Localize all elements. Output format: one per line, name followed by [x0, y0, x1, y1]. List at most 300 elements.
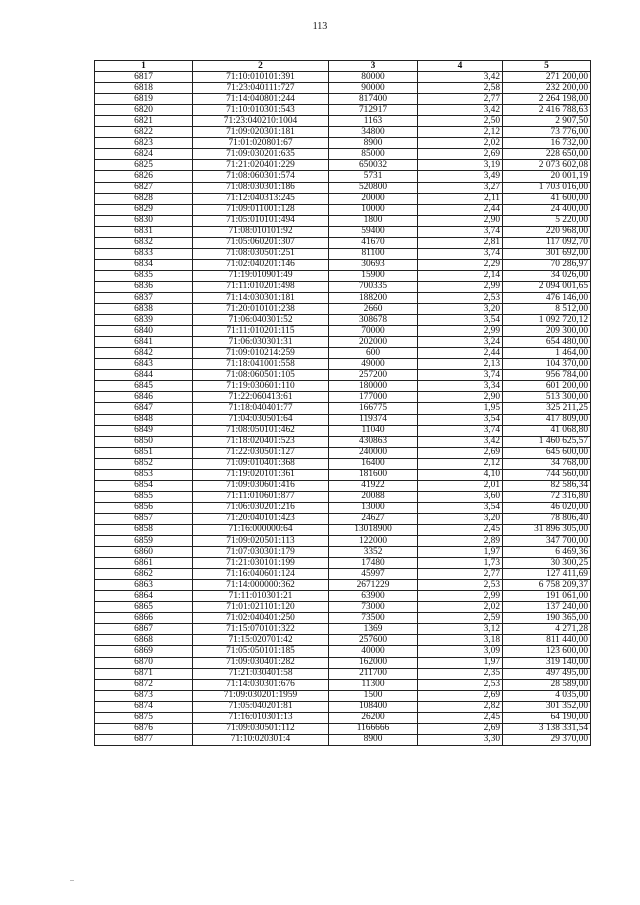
- area-cell: 211700: [329, 668, 418, 679]
- rate-cell: 3,19: [418, 160, 503, 171]
- cadastral-number-cell: 71:20:010101:238: [193, 304, 329, 315]
- rate-cell: 2,12: [418, 458, 503, 469]
- row-number-cell: 6870: [95, 657, 193, 668]
- table-row: [95, 569, 591, 580]
- value-cell: 127 411,69: [503, 569, 591, 580]
- row-number-cell: 6822: [95, 127, 193, 138]
- area-cell: 24627: [329, 513, 418, 524]
- table-row: [95, 414, 591, 425]
- table-row: [95, 701, 591, 712]
- row-number-cell: 6843: [95, 359, 193, 370]
- rate-cell: 2,35: [418, 668, 503, 679]
- value-cell: 41 068,80: [503, 425, 591, 436]
- rate-cell: 2,69: [418, 723, 503, 734]
- row-number-cell: 6839: [95, 315, 193, 326]
- row-number-cell: 6877: [95, 734, 193, 745]
- table-row: [95, 547, 591, 558]
- row-number-cell: 6860: [95, 547, 193, 558]
- area-cell: 13018900: [329, 524, 418, 535]
- rate-cell: 3,42: [418, 72, 503, 83]
- cadastral-number-cell: 71:23:040210:1004: [193, 116, 329, 127]
- column-header-2: 2: [193, 61, 329, 72]
- table-row: [95, 536, 591, 547]
- cadastral-number-cell: 71:09:030201:635: [193, 149, 329, 160]
- row-number-cell: 6837: [95, 292, 193, 303]
- area-cell: 177000: [329, 392, 418, 403]
- cadastral-number-cell: 71:14:000000:362: [193, 580, 329, 591]
- value-cell: 1 703 016,00: [503, 182, 591, 193]
- area-cell: 2660: [329, 304, 418, 315]
- table-row: [95, 712, 591, 723]
- row-number-cell: 6831: [95, 226, 193, 237]
- area-cell: 240000: [329, 447, 418, 458]
- table-row: [95, 116, 591, 127]
- area-cell: 700335: [329, 281, 418, 292]
- column-header-4: 4: [418, 61, 503, 72]
- row-number-cell: 6865: [95, 602, 193, 613]
- value-cell: 956 784,00: [503, 370, 591, 381]
- value-cell: 191 061,00: [503, 591, 591, 602]
- value-cell: 301 352,00: [503, 701, 591, 712]
- cadastral-number-cell: 71:01:021101:120: [193, 602, 329, 613]
- table-row: [95, 524, 591, 535]
- cadastral-number-cell: 71:06:030301:31: [193, 337, 329, 348]
- cadastral-number-cell: 71:20:040101:423: [193, 513, 329, 524]
- value-cell: 104 370,00: [503, 359, 591, 370]
- column-header-3: 3: [329, 61, 418, 72]
- cadastral-number-cell: 71:08:030501:251: [193, 248, 329, 259]
- row-number-cell: 6858: [95, 524, 193, 535]
- row-number-cell: 6833: [95, 248, 193, 259]
- row-number-cell: 6854: [95, 480, 193, 491]
- area-cell: 41922: [329, 480, 418, 491]
- rate-cell: 2,90: [418, 215, 503, 226]
- row-number-cell: 6819: [95, 94, 193, 105]
- area-cell: 180000: [329, 381, 418, 392]
- value-cell: 20 001,19: [503, 171, 591, 182]
- cadastral-number-cell: 71:14:030301:181: [193, 292, 329, 303]
- area-cell: 817400: [329, 94, 418, 105]
- cadastral-number-cell: 71:08:060501:105: [193, 370, 329, 381]
- value-cell: 70 286,97: [503, 259, 591, 270]
- area-cell: 13000: [329, 502, 418, 513]
- cadastral-number-cell: 71:08:060301:574: [193, 171, 329, 182]
- area-cell: 257200: [329, 370, 418, 381]
- value-cell: 601 200,00: [503, 381, 591, 392]
- area-cell: 20000: [329, 193, 418, 204]
- page-number: 113: [312, 21, 328, 32]
- value-cell: 3 138 331,54: [503, 723, 591, 734]
- area-cell: 188200: [329, 292, 418, 303]
- table-row: [95, 646, 591, 657]
- value-cell: 5 220,00: [503, 215, 591, 226]
- value-cell: 16 732,00: [503, 138, 591, 149]
- value-cell: 4 035,00: [503, 690, 591, 701]
- table-row: [95, 458, 591, 469]
- area-cell: 1500: [329, 690, 418, 701]
- row-number-cell: 6873: [95, 690, 193, 701]
- value-cell: 744 560,00: [503, 469, 591, 480]
- value-cell: 301 692,00: [503, 248, 591, 259]
- rate-cell: 2,69: [418, 690, 503, 701]
- row-number-cell: 6841: [95, 337, 193, 348]
- table-row: [95, 635, 591, 646]
- table-row: [95, 281, 591, 292]
- cadastral-number-cell: 71:21:020401:229: [193, 160, 329, 171]
- row-number-cell: 6818: [95, 83, 193, 94]
- table-row: [95, 237, 591, 248]
- table-row: [95, 315, 591, 326]
- table-row: [95, 359, 591, 370]
- value-cell: 137 240,00: [503, 602, 591, 613]
- rate-cell: 2,58: [418, 83, 503, 94]
- cadastral-number-cell: 71:16:010301:13: [193, 712, 329, 723]
- table-row: [95, 83, 591, 94]
- table-row: [95, 436, 591, 447]
- value-cell: 72 316,80: [503, 491, 591, 502]
- value-cell: 220 968,00: [503, 226, 591, 237]
- rate-cell: 3,24: [418, 337, 503, 348]
- rate-cell: 3,60: [418, 491, 503, 502]
- table-row: [95, 160, 591, 171]
- cadastral-number-cell: 71:09:010401:368: [193, 458, 329, 469]
- cadastral-number-cell: 71:09:011001:128: [193, 204, 329, 215]
- area-cell: 70000: [329, 326, 418, 337]
- value-cell: 64 190,00: [503, 712, 591, 723]
- row-number-cell: 6824: [95, 149, 193, 160]
- table-row: [95, 657, 591, 668]
- cadastral-number-cell: 71:08:050101:462: [193, 425, 329, 436]
- table-row: [95, 403, 591, 414]
- table-row: [95, 602, 591, 613]
- rate-cell: 1,97: [418, 547, 503, 558]
- area-cell: 108400: [329, 701, 418, 712]
- table-row: [95, 690, 591, 701]
- cadastral-number-cell: 71:11:010301:21: [193, 591, 329, 602]
- cadastral-number-cell: 71:11:010201:498: [193, 281, 329, 292]
- table-row: [95, 105, 591, 116]
- table-row: [95, 215, 591, 226]
- rate-cell: 2,99: [418, 281, 503, 292]
- rate-cell: 3,54: [418, 414, 503, 425]
- cadastral-number-cell: 71:08:030301:186: [193, 182, 329, 193]
- row-number-cell: 6869: [95, 646, 193, 657]
- cadastral-number-cell: 71:14:030301:676: [193, 679, 329, 690]
- table-row: [95, 171, 591, 182]
- rate-cell: 3,12: [418, 624, 503, 635]
- value-cell: 209 300,00: [503, 326, 591, 337]
- area-cell: 63900: [329, 591, 418, 602]
- area-cell: 8900: [329, 734, 418, 745]
- value-cell: 2 073 602,08: [503, 160, 591, 171]
- value-cell: 2 264 198,00: [503, 94, 591, 105]
- value-cell: 34 026,00: [503, 270, 591, 281]
- value-cell: 31 896 305,00: [503, 524, 591, 535]
- rate-cell: 3,09: [418, 646, 503, 657]
- area-cell: 41670: [329, 237, 418, 248]
- area-cell: 181600: [329, 469, 418, 480]
- cadastral-number-cell: 71:05:060201:307: [193, 237, 329, 248]
- column-header-5: 5: [503, 61, 591, 72]
- rate-cell: 2,44: [418, 204, 503, 215]
- row-number-cell: 6829: [95, 204, 193, 215]
- value-cell: 34 768,00: [503, 458, 591, 469]
- value-cell: 123 600,00: [503, 646, 591, 657]
- cadastral-number-cell: 71:04:030501:64: [193, 414, 329, 425]
- cadastral-number-cell: 71:05:040201:81: [193, 701, 329, 712]
- area-cell: 8900: [329, 138, 418, 149]
- rate-cell: 2,29: [418, 259, 503, 270]
- row-number-cell: 6840: [95, 326, 193, 337]
- row-number-cell: 6846: [95, 392, 193, 403]
- rate-cell: 2,77: [418, 94, 503, 105]
- cadastral-number-cell: 71:06:030201:216: [193, 502, 329, 513]
- value-cell: 347 700,00: [503, 536, 591, 547]
- rate-cell: 2,99: [418, 326, 503, 337]
- area-cell: 1166666: [329, 723, 418, 734]
- row-number-cell: 6876: [95, 723, 193, 734]
- row-number-cell: 6862: [95, 569, 193, 580]
- cadastral-number-cell: 71:10:010301:543: [193, 105, 329, 116]
- row-number-cell: 6874: [95, 701, 193, 712]
- table-row: [95, 591, 591, 602]
- rate-cell: 2,69: [418, 447, 503, 458]
- value-cell: 190 365,00: [503, 613, 591, 624]
- row-number-cell: 6849: [95, 425, 193, 436]
- cadastral-number-cell: 71:02:040401:250: [193, 613, 329, 624]
- rate-cell: 1,97: [418, 657, 503, 668]
- value-cell: 513 300,00: [503, 392, 591, 403]
- cadastral-number-cell: 71:19:020101:361: [193, 469, 329, 480]
- table-row: [95, 127, 591, 138]
- cadastral-number-cell: 71:22:060413:61: [193, 392, 329, 403]
- row-number-cell: 6866: [95, 613, 193, 624]
- area-cell: 162000: [329, 657, 418, 668]
- area-cell: 20088: [329, 491, 418, 502]
- table-row: [95, 723, 591, 734]
- row-number-cell: 6836: [95, 281, 193, 292]
- rate-cell: 2,02: [418, 602, 503, 613]
- rate-cell: 2,77: [418, 569, 503, 580]
- table-row: [95, 679, 591, 690]
- row-number-cell: 6830: [95, 215, 193, 226]
- rate-cell: 2,53: [418, 679, 503, 690]
- area-cell: 122000: [329, 536, 418, 547]
- rate-cell: 3,20: [418, 304, 503, 315]
- area-cell: 81100: [329, 248, 418, 259]
- value-cell: 232 200,00: [503, 83, 591, 94]
- cadastral-number-cell: 71:14:040801:244: [193, 94, 329, 105]
- table-row: [95, 392, 591, 403]
- rate-cell: 2,90: [418, 392, 503, 403]
- value-cell: 325 211,25: [503, 403, 591, 414]
- rate-cell: 3,54: [418, 502, 503, 513]
- row-number-cell: 6842: [95, 348, 193, 359]
- row-number-cell: 6861: [95, 558, 193, 569]
- value-cell: 1 092 720,12: [503, 315, 591, 326]
- cadastral-number-cell: 71:12:040313:245: [193, 193, 329, 204]
- table-header-row: [95, 61, 591, 72]
- area-cell: 650032: [329, 160, 418, 171]
- row-number-cell: 6851: [95, 447, 193, 458]
- cadastral-number-cell: 71:07:030301:179: [193, 547, 329, 558]
- table-row: [95, 149, 591, 160]
- table-row: [95, 558, 591, 569]
- value-cell: 8 512,00: [503, 304, 591, 315]
- value-cell: 30 300,25: [503, 558, 591, 569]
- rate-cell: 2,13: [418, 359, 503, 370]
- value-cell: 2 907,50: [503, 116, 591, 127]
- rate-cell: 2,69: [418, 149, 503, 160]
- cadastral-number-cell: 71:19:010901:49: [193, 270, 329, 281]
- row-number-cell: 6847: [95, 403, 193, 414]
- row-number-cell: 6852: [95, 458, 193, 469]
- row-number-cell: 6868: [95, 635, 193, 646]
- table-row: [95, 226, 591, 237]
- rate-cell: 2,81: [418, 237, 503, 248]
- rate-cell: 2,45: [418, 712, 503, 723]
- rate-cell: 3,42: [418, 436, 503, 447]
- cadastral-number-cell: 71:22:030501:127: [193, 447, 329, 458]
- row-number-cell: 6823: [95, 138, 193, 149]
- value-cell: 6 758 209,37: [503, 580, 591, 591]
- value-cell: 497 495,00: [503, 668, 591, 679]
- rate-cell: 3,49: [418, 171, 503, 182]
- value-cell: 78 806,40: [503, 513, 591, 524]
- area-cell: 40000: [329, 646, 418, 657]
- table-row: [95, 304, 591, 315]
- table-row: [95, 248, 591, 259]
- row-number-cell: 6863: [95, 580, 193, 591]
- rate-cell: 2,99: [418, 591, 503, 602]
- cadastral-number-cell: 71:02:040201:146: [193, 259, 329, 270]
- table-row: [95, 138, 591, 149]
- row-number-cell: 6875: [95, 712, 193, 723]
- rate-cell: 3,18: [418, 635, 503, 646]
- rate-cell: 2,53: [418, 580, 503, 591]
- row-number-cell: 6826: [95, 171, 193, 182]
- value-cell: 319 140,00: [503, 657, 591, 668]
- row-number-cell: 6856: [95, 502, 193, 513]
- cadastral-number-cell: 71:01:020801:67: [193, 138, 329, 149]
- cadastral-number-cell: 71:15:070101:322: [193, 624, 329, 635]
- cadastral-number-cell: 71:09:030501:112: [193, 723, 329, 734]
- value-cell: 417 809,00: [503, 414, 591, 425]
- rate-cell: 3,27: [418, 182, 503, 193]
- row-number-cell: 6838: [95, 304, 193, 315]
- area-cell: 85000: [329, 149, 418, 160]
- rate-cell: 2,11: [418, 193, 503, 204]
- cadastral-number-cell: 71:09:020501:113: [193, 536, 329, 547]
- column-header-1: 1: [95, 61, 193, 72]
- row-number-cell: 6844: [95, 370, 193, 381]
- area-cell: 34800: [329, 127, 418, 138]
- rate-cell: 1,95: [418, 403, 503, 414]
- cadastral-value-table: [94, 60, 591, 746]
- value-cell: 24 400,00: [503, 204, 591, 215]
- rate-cell: 3,74: [418, 248, 503, 259]
- value-cell: 654 480,00: [503, 337, 591, 348]
- table-row: [95, 469, 591, 480]
- cadastral-number-cell: 71:09:030201:1959: [193, 690, 329, 701]
- table-row: [95, 668, 591, 679]
- cadastral-number-cell: 71:05:050101:185: [193, 646, 329, 657]
- cadastral-number-cell: 71:18:041001:558: [193, 359, 329, 370]
- cadastral-number-cell: 71:21:030101:199: [193, 558, 329, 569]
- cadastral-number-cell: 71:08:010101:92: [193, 226, 329, 237]
- row-number-cell: 6848: [95, 414, 193, 425]
- area-cell: 166775: [329, 403, 418, 414]
- cadastral-number-cell: 71:10:020301:4: [193, 734, 329, 745]
- row-number-cell: 6845: [95, 381, 193, 392]
- row-number-cell: 6859: [95, 536, 193, 547]
- area-cell: 257600: [329, 635, 418, 646]
- value-cell: 73 776,00: [503, 127, 591, 138]
- value-cell: 6 469,36: [503, 547, 591, 558]
- area-cell: 73000: [329, 602, 418, 613]
- row-number-cell: 6820: [95, 105, 193, 116]
- area-cell: 73500: [329, 613, 418, 624]
- value-cell: 117 092,70: [503, 237, 591, 248]
- area-cell: 10000: [329, 204, 418, 215]
- value-cell: 1 464,00: [503, 348, 591, 359]
- rate-cell: 4,10: [418, 469, 503, 480]
- area-cell: 2671229: [329, 580, 418, 591]
- row-number-cell: 6835: [95, 270, 193, 281]
- row-number-cell: 6857: [95, 513, 193, 524]
- area-cell: 59400: [329, 226, 418, 237]
- rate-cell: 1,73: [418, 558, 503, 569]
- rate-cell: 2,59: [418, 613, 503, 624]
- area-cell: 17480: [329, 558, 418, 569]
- rate-cell: 2,89: [418, 536, 503, 547]
- cadastral-number-cell: 71:06:040301:52: [193, 315, 329, 326]
- scan-artifact-mark: [70, 880, 74, 881]
- rate-cell: 2,53: [418, 292, 503, 303]
- rate-cell: 2,45: [418, 524, 503, 535]
- value-cell: 2 094 001,65: [503, 281, 591, 292]
- cadastral-number-cell: 71:23:040111:727: [193, 83, 329, 94]
- table-row: [95, 624, 591, 635]
- cadastral-number-cell: 71:18:040401:77: [193, 403, 329, 414]
- area-cell: 1800: [329, 215, 418, 226]
- cadastral-number-cell: 71:09:030601:416: [193, 480, 329, 491]
- value-cell: 1 460 625,57: [503, 436, 591, 447]
- area-cell: 16400: [329, 458, 418, 469]
- value-cell: 228 650,00: [503, 149, 591, 160]
- area-cell: 26200: [329, 712, 418, 723]
- table-row: [95, 480, 591, 491]
- table-row: [95, 292, 591, 303]
- table-row: [95, 370, 591, 381]
- value-cell: 811 440,00: [503, 635, 591, 646]
- table-row: [95, 425, 591, 436]
- area-cell: 308678: [329, 315, 418, 326]
- cadastral-number-cell: 71:09:030401:282: [193, 657, 329, 668]
- value-cell: 4 271,28: [503, 624, 591, 635]
- rate-cell: 2,50: [418, 116, 503, 127]
- row-number-cell: 6821: [95, 116, 193, 127]
- rate-cell: 3,74: [418, 370, 503, 381]
- table-row: [95, 270, 591, 281]
- table-row: [95, 447, 591, 458]
- table-row: [95, 259, 591, 270]
- row-number-cell: 6825: [95, 160, 193, 171]
- row-number-cell: 6864: [95, 591, 193, 602]
- area-cell: 30693: [329, 259, 418, 270]
- cadastral-number-cell: 71:10:010101:391: [193, 72, 329, 83]
- area-cell: 3352: [329, 547, 418, 558]
